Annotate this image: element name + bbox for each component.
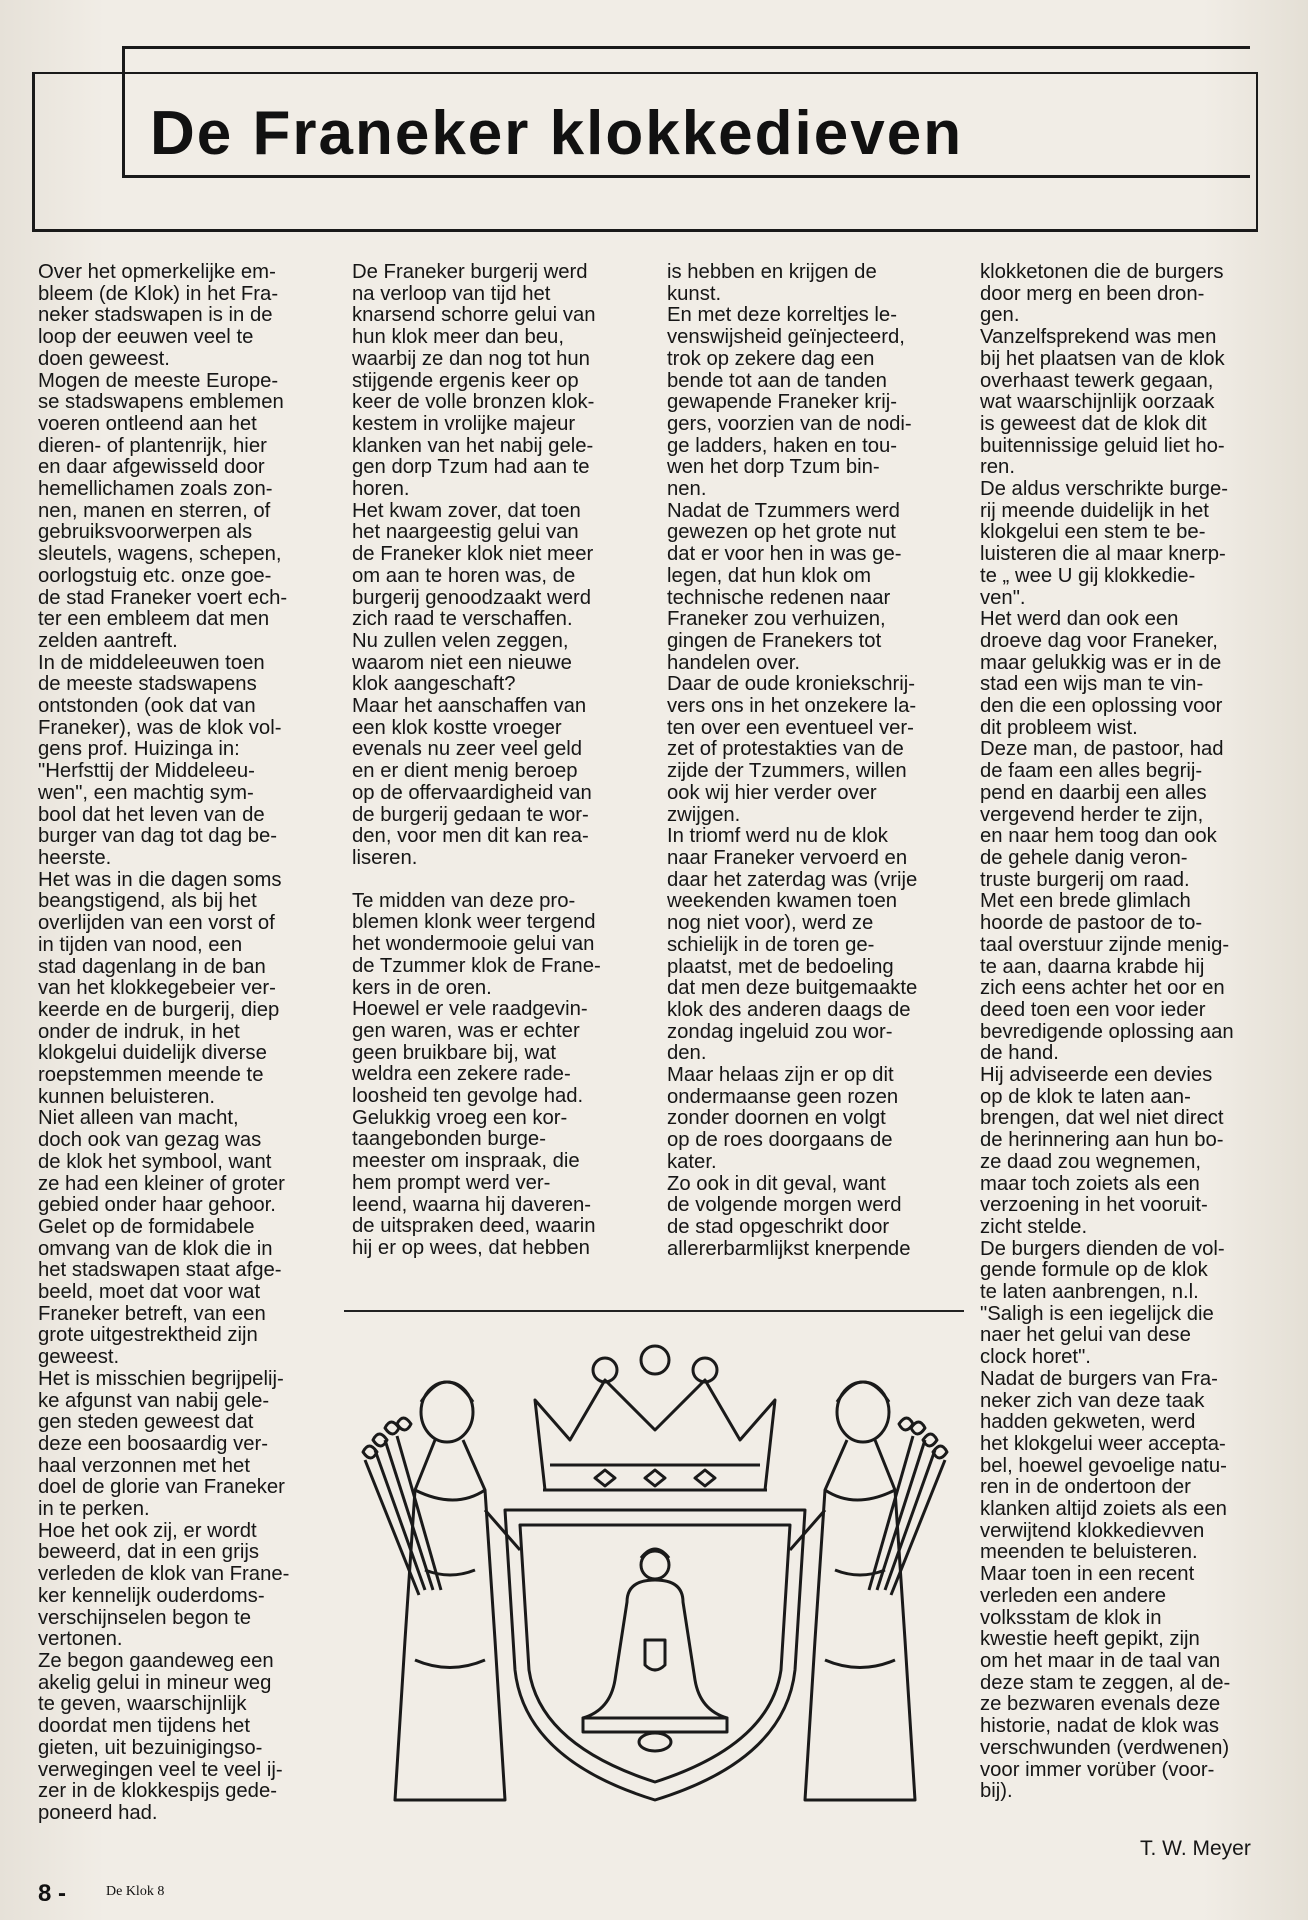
text-line: waarbij ze dan nog tot hun bbox=[352, 347, 590, 370]
text-line: taal overstuur zijnde menig- bbox=[980, 933, 1230, 956]
text-line: bel, hoewel gevoelige natu- bbox=[980, 1454, 1227, 1477]
text-line: kunst. bbox=[667, 282, 722, 305]
text-line: verzoening in het vooruit- bbox=[980, 1194, 1208, 1217]
text-line: is hebben en krijgen de bbox=[667, 261, 877, 283]
text-line: klokketonen die de burgers bbox=[980, 261, 1224, 283]
text-line: ze bezwaren evenals deze bbox=[980, 1693, 1221, 1716]
text-line: den, voor men dit kan rea- bbox=[352, 825, 589, 848]
text-line: weekenden kwamen toen bbox=[667, 890, 898, 913]
text-line: blemen klonk weer tergend bbox=[352, 911, 596, 934]
text-line: doen geweest. bbox=[38, 347, 170, 370]
text-line: bij het plaatsen van de klok bbox=[980, 347, 1225, 370]
text-line: se stadswapens emblemen bbox=[38, 391, 284, 414]
text-line: verwijtend klokkedievven bbox=[980, 1519, 1205, 1542]
text-line: zich raad te verschaffen. bbox=[352, 608, 573, 631]
text-line: deze stam te zeggen, al de- bbox=[980, 1671, 1231, 1694]
text-line: in te perken. bbox=[38, 1498, 150, 1521]
crown-icon bbox=[535, 1346, 775, 1490]
text-line: bende tot aan de tanden bbox=[667, 369, 887, 392]
text-line: legen, dat hun klok om bbox=[667, 564, 872, 587]
text-line: klokgelui een stem te be- bbox=[980, 521, 1206, 544]
text-line: kestem in vrolijke majeur bbox=[352, 412, 576, 435]
text-line: de Franeker klok niet meer bbox=[352, 543, 594, 566]
text-line: hun klok meer dan beu, bbox=[352, 326, 564, 349]
text-line: de volgende morgen werd bbox=[667, 1194, 902, 1217]
text-line: ze had een kleiner of groter bbox=[38, 1172, 285, 1195]
text-line: Maar toen in een recent bbox=[980, 1563, 1195, 1586]
text-line: om het maar in de taal van bbox=[980, 1650, 1221, 1672]
text-line: klanken van het nabij gele- bbox=[352, 434, 594, 457]
text-line: kers in de oren. bbox=[352, 976, 492, 999]
text-line: trok op zekere dag een bbox=[667, 347, 875, 370]
text-line: allererbarmlijkst knerpende bbox=[667, 1237, 911, 1260]
text-line: zijde der Tzummers, willen bbox=[667, 760, 907, 783]
text-line: Hij adviseerde een devies bbox=[980, 1064, 1213, 1087]
text-line: Ze begon gaandeweg een bbox=[38, 1650, 274, 1672]
page-number-value: 8 bbox=[38, 1880, 52, 1907]
text-line: poneerd had. bbox=[38, 1801, 158, 1824]
text-line: ten over een eventueel ver- bbox=[667, 716, 914, 739]
text-line: In triomf werd nu de klok bbox=[667, 825, 888, 848]
text-line: de burgerij gedaan te wor- bbox=[352, 803, 589, 826]
text-line: schielijk in de toren ge- bbox=[667, 933, 875, 956]
text-line: naar Franeker vervoerd en bbox=[667, 846, 908, 869]
text-line: keerde en de burgerij, diep bbox=[38, 998, 280, 1021]
text-line: Vanzelfsprekend was men bbox=[980, 326, 1217, 349]
text-line: "Herfsttij der Middeleeu- bbox=[38, 760, 255, 783]
text-line: ker kennelijk ouderdoms- bbox=[38, 1584, 265, 1607]
text-line: de gehele danig veron- bbox=[980, 846, 1188, 869]
text-line: hem prompt werd ver- bbox=[352, 1171, 551, 1194]
text-line: nog niet voor), werd ze bbox=[667, 912, 874, 935]
text-line: het naargeestig gelui van bbox=[352, 521, 579, 544]
text-line: zondag ingeluid zou wor- bbox=[667, 1020, 893, 1043]
text-line: doordat men tijdens het bbox=[38, 1715, 250, 1738]
text-line: Franeker betreft, van een bbox=[38, 1302, 266, 1325]
text-line: grote uitgestrektheid zijn bbox=[38, 1324, 258, 1347]
text-line: gieten, uit bezuinigingso- bbox=[38, 1736, 263, 1759]
text-line: Nadat de burgers van Fra- bbox=[980, 1367, 1218, 1390]
text-line: Het werd dan ook een bbox=[980, 608, 1179, 631]
text-line: dit probleem wist. bbox=[980, 716, 1138, 739]
wheat-left-icon bbox=[363, 1418, 441, 1595]
text-line: leend, waarna hij daveren- bbox=[352, 1193, 592, 1216]
text-line: Deze man, de pastoor, had bbox=[980, 738, 1224, 761]
text-line: heerste. bbox=[38, 846, 112, 869]
text-line: zwijgen. bbox=[667, 803, 741, 826]
coat-of-arms-icon bbox=[355, 1340, 955, 1810]
text-line: en daar afgewisseld door bbox=[38, 456, 265, 479]
text-line: dat er voor hen in was ge- bbox=[667, 543, 902, 566]
text-line: verschwunden (verdwenen) bbox=[980, 1736, 1230, 1759]
text-line: den. bbox=[667, 1042, 707, 1065]
text-line: venswijsheid geïnjecteerd, bbox=[667, 326, 905, 349]
text-line: klok des anderen daags de bbox=[667, 998, 911, 1021]
text-line: bool dat het leven van de bbox=[38, 803, 265, 826]
text-line: de faam een alles begrij- bbox=[980, 760, 1203, 783]
text-line: op de roes doorgaans de bbox=[667, 1129, 893, 1152]
text-line: te geven, waarschijnlijk bbox=[38, 1693, 247, 1716]
text-line: Te midden van deze pro- bbox=[352, 889, 576, 912]
text-line: gewezen op het grote nut bbox=[667, 521, 896, 544]
text-line: Het kwam zover, dat toen bbox=[352, 499, 581, 522]
page-number bbox=[38, 1880, 66, 1908]
text-line: nen. bbox=[667, 478, 707, 501]
text-line: gen waren, was er echter bbox=[352, 1019, 580, 1042]
text-line: volksstam de klok in bbox=[980, 1606, 1162, 1629]
text-line: hadden gekweten, werd bbox=[980, 1411, 1196, 1434]
text-line: burger van dag tot dag be- bbox=[38, 825, 278, 848]
text-line: ter een embleem dat men bbox=[38, 608, 270, 631]
text-column-2 bbox=[352, 262, 644, 1260]
text-line: Hoewel er vele raadgevin- bbox=[352, 998, 588, 1021]
text-line: bleem (de Klok) in het Fra- bbox=[38, 282, 279, 305]
text-line: maar toch zoiets als een bbox=[980, 1172, 1200, 1195]
text-line: meenden te beluisteren. bbox=[980, 1541, 1198, 1564]
text-line: zicht stelde. bbox=[980, 1215, 1088, 1238]
text-line: truste burgerij om raad. bbox=[980, 868, 1190, 891]
text-line: zelden aantreft. bbox=[38, 629, 178, 652]
bell-icon bbox=[583, 1549, 727, 1751]
text-line: in tijden van nood, een bbox=[38, 933, 243, 956]
text-line: Gelet op de formidabele bbox=[38, 1215, 255, 1238]
text-line: Daar de oude kroniekschrij- bbox=[667, 673, 915, 696]
text-line: gebied onder haar gehoor. bbox=[38, 1194, 276, 1217]
text-line: bij). bbox=[980, 1780, 1013, 1803]
text-line: dat men deze buitgemaakte bbox=[667, 977, 918, 1000]
text-line: brengen, dat wel niet direct bbox=[980, 1107, 1224, 1130]
text-line: ge ladders, haken en tou- bbox=[667, 434, 898, 457]
text-line: ondermaanse geen rozen bbox=[667, 1085, 899, 1108]
text-line: en naar hem toog dan ook bbox=[980, 825, 1217, 848]
text-line: knarsend schorre gelui van bbox=[352, 304, 596, 327]
text-line: klok aangeschaft? bbox=[352, 673, 516, 696]
text-line: waarom niet een nieuwe bbox=[352, 651, 572, 674]
text-line: zonder doornen en volgt bbox=[667, 1107, 886, 1130]
text-line: gende formule op de klok bbox=[980, 1259, 1208, 1282]
text-line: nen, manen en sterren, of bbox=[38, 499, 271, 522]
text-line: haal verzonnen met het bbox=[38, 1454, 250, 1477]
text-line: Het was in die dagen soms bbox=[38, 868, 282, 891]
text-line: loosheid ten gevolge had. bbox=[352, 1085, 584, 1108]
text-line: Mogen de meeste Europe- bbox=[38, 369, 279, 392]
text-line: Gelukkig vroeg een kor- bbox=[352, 1106, 568, 1129]
text-line: taangebonden burge- bbox=[352, 1128, 546, 1151]
text-line: kater. bbox=[667, 1150, 717, 1173]
text-line: In de middeleeuwen toen bbox=[38, 651, 265, 674]
text-line: "Saligh is een iegelijck die bbox=[980, 1302, 1214, 1325]
text-line: loop der eeuwen veel te bbox=[38, 326, 254, 349]
author-name: T. W. Meyer bbox=[1140, 1837, 1251, 1860]
text-line: buitennissige geluid liet ho- bbox=[980, 434, 1225, 457]
text-line: deed toen een voor ieder bbox=[980, 998, 1206, 1021]
text-line: de meeste stadswapens bbox=[38, 673, 257, 696]
text-line: en er dient menig beroep bbox=[352, 760, 578, 783]
text-line: de uitspraken deed, waarin bbox=[352, 1215, 596, 1238]
magazine-name: De Klok 8 bbox=[106, 1884, 165, 1899]
text-line: onder de indruk, in het bbox=[38, 1020, 240, 1043]
text-line: Niet alleen van macht, bbox=[38, 1107, 239, 1130]
text-line: gebruiksvoorwerpen als bbox=[38, 521, 253, 544]
text-line: vertonen. bbox=[38, 1628, 123, 1651]
text-line: Over het opmerkelijke em- bbox=[38, 261, 276, 283]
text-line: historie, nadat de klok was bbox=[980, 1715, 1219, 1738]
page-number-separator: - bbox=[58, 1880, 67, 1907]
text-line: maar gelukkig was er in de bbox=[980, 651, 1222, 674]
text-line: hoorde de pastoor de to- bbox=[980, 912, 1203, 935]
text-line: neker stadswapen is in de bbox=[38, 304, 273, 327]
text-line: plaatst, met de bedoeling bbox=[667, 955, 894, 978]
text-line: sleutels, wagens, schepen, bbox=[38, 543, 282, 566]
text-line: wen het dorp Tzum bin- bbox=[667, 456, 880, 479]
text-line: op de offervaardigheid van bbox=[352, 781, 592, 804]
text-line: Nadat de Tzummers werd bbox=[667, 499, 900, 522]
text-line: zer in de klokkespijs gede- bbox=[38, 1780, 277, 1803]
text-line: gen steden geweest dat bbox=[38, 1411, 254, 1434]
text-line: wat waarschijnlijk oorzaak bbox=[980, 391, 1215, 414]
text-line: naer het gelui van dese bbox=[980, 1324, 1191, 1347]
shield-icon bbox=[505, 1510, 805, 1800]
text-line: vers ons in het onzekere la- bbox=[667, 695, 917, 718]
text-line: beeld, moet dat voor wat bbox=[38, 1281, 261, 1304]
illustration-divider bbox=[344, 1310, 964, 1312]
text-line: Maar het aanschaffen van bbox=[352, 695, 587, 718]
text-line: stijgende ergenis keer op bbox=[352, 369, 579, 392]
text-line: zich eens achter het oor en bbox=[980, 977, 1225, 1000]
article-title: De Franeker klokkedieven bbox=[150, 99, 964, 168]
text-line: beangstigend, als bij het bbox=[38, 890, 257, 913]
text-line: op de klok te laten aan- bbox=[980, 1085, 1191, 1108]
text-line: Hoe het ook zij, er wordt bbox=[38, 1519, 257, 1542]
text-line: Met een brede glimlach bbox=[980, 890, 1191, 913]
text-line: stad een wijs man te vin- bbox=[980, 673, 1204, 696]
text-line: om aan te horen was, de bbox=[352, 564, 576, 587]
text-line: ke afgunst van nabij gele- bbox=[38, 1389, 270, 1412]
text-line: hemellichamen zoals zon- bbox=[38, 478, 273, 501]
text-line: gingen de Franekers tot bbox=[667, 629, 882, 652]
text-line: ze daad zou wegnemen, bbox=[980, 1150, 1201, 1173]
text-line: geweest. bbox=[38, 1346, 120, 1369]
text-line: de klok het symbool, want bbox=[38, 1150, 272, 1173]
text-line: clock horet". bbox=[980, 1346, 1091, 1369]
text-line: ren. bbox=[980, 456, 1015, 479]
text-column-4 bbox=[980, 262, 1280, 1803]
text-line: voeren ontleend aan het bbox=[38, 412, 257, 435]
text-line: verleden een andere bbox=[980, 1584, 1167, 1607]
text-line: De aldus verschrikte burge- bbox=[980, 478, 1228, 501]
text-line: pend en daarbij een alles bbox=[980, 781, 1207, 804]
text-line: voor immer vorüber (voor- bbox=[980, 1758, 1215, 1781]
text-line: Nu zullen velen zeggen, bbox=[352, 629, 569, 652]
text-line: luisteren die al maar knerp- bbox=[980, 543, 1226, 566]
text-line: te laten aanbrengen, n.l. bbox=[980, 1281, 1199, 1304]
text-line: deze een boosaardig ver- bbox=[38, 1432, 269, 1455]
text-line: keer de volle bronzen klok- bbox=[352, 391, 595, 414]
text-line: hij er op wees, dat hebben bbox=[352, 1236, 590, 1259]
text-line: overhaast tewerk gegaan, bbox=[980, 369, 1214, 392]
text-line: liseren. bbox=[352, 846, 418, 869]
text-line: evenals nu zeer veel geld bbox=[352, 738, 583, 761]
text-line: verwegingen veel te veel ij- bbox=[38, 1758, 283, 1781]
text-line: te aan, daarna krabde hij bbox=[980, 955, 1205, 978]
text-line: En met deze korreltjes le- bbox=[667, 304, 897, 327]
text-line: gewapende Franeker krij- bbox=[667, 391, 897, 414]
text-column-3 bbox=[667, 262, 967, 1260]
text-line: dieren- of plantenrijk, hier bbox=[38, 434, 267, 457]
text-line: ontstonden (ook dat van bbox=[38, 695, 256, 718]
text-line: burgerij genoodzaakt werd bbox=[352, 586, 592, 609]
text-line: gers, voorzien van de nodi- bbox=[667, 412, 912, 435]
text-line: de hand. bbox=[980, 1042, 1059, 1065]
text-line: vergevend herder te zijn, bbox=[980, 803, 1204, 826]
text-line: verleden de klok van Frane- bbox=[38, 1563, 290, 1586]
text-line: de stad Franeker voert ech- bbox=[38, 586, 288, 609]
text-line: handelen over. bbox=[667, 651, 801, 674]
text-line: verschijnselen begon te bbox=[38, 1606, 252, 1629]
text-line: droeve dag voor Franeker, bbox=[980, 629, 1218, 652]
text-line: na verloop van tijd het bbox=[352, 282, 551, 305]
text-line: akelig gelui in mineur weg bbox=[38, 1671, 272, 1694]
text-line: klanken altijd zoiets als een bbox=[980, 1498, 1227, 1521]
text-line: beweerd, dat in een grijs bbox=[38, 1541, 259, 1564]
wheat-right-icon bbox=[869, 1418, 947, 1595]
text-line: geen bruikbare bij, wat bbox=[352, 1041, 557, 1064]
text-line: bevredigende oplossing aan bbox=[980, 1020, 1234, 1043]
text-line: gens prof. Huizinga in: bbox=[38, 738, 240, 761]
text-line: oorlogstuig etc. onze goe- bbox=[38, 564, 272, 587]
text-line: zet of protestakties van de bbox=[667, 738, 904, 761]
text-line: Maar helaas zijn er op dit bbox=[667, 1064, 894, 1087]
maiden-left-icon bbox=[395, 1382, 520, 1800]
text-line: van het klokkegebeier ver- bbox=[38, 977, 276, 1000]
text-line: ook wij hier verder over bbox=[667, 781, 877, 804]
text-line: ven". bbox=[980, 586, 1026, 609]
text-line: doel de glorie van Franeker bbox=[38, 1476, 285, 1499]
text-line: gen dorp Tzum had aan te bbox=[352, 456, 590, 479]
text-line: weldra een zekere rade- bbox=[352, 1063, 571, 1086]
text-line: De Franeker burgerij werd bbox=[352, 261, 588, 283]
text-line: overlijden van een vorst of bbox=[38, 912, 275, 935]
text-line: De burgers dienden de vol- bbox=[980, 1237, 1225, 1260]
text-line: Zo ook in dit geval, want bbox=[667, 1172, 886, 1195]
maiden-right-icon bbox=[790, 1382, 915, 1800]
text-line: het stadswapen staat afge- bbox=[38, 1259, 282, 1282]
text-line: daar het zaterdag was (vrije bbox=[667, 868, 918, 891]
text-line: Franeker zou verhuizen, bbox=[667, 608, 886, 631]
text-line: klokgelui duidelijk diverse bbox=[38, 1042, 267, 1065]
text-line: meester om inspraak, die bbox=[352, 1150, 580, 1173]
text-line: den die een oplossing voor bbox=[980, 695, 1223, 718]
text-line: wen", een machtig sym- bbox=[38, 781, 254, 804]
text-line: de stad opgeschrikt door bbox=[667, 1215, 890, 1238]
text-line: een klok kostte vroeger bbox=[352, 716, 562, 739]
text-line: neker zich van deze taak bbox=[980, 1389, 1205, 1412]
text-line: door merg en been dron- bbox=[980, 282, 1205, 305]
text-line: omvang van de klok die in bbox=[38, 1237, 273, 1260]
text-column-1 bbox=[38, 262, 338, 1825]
text-line: het klokgelui weer accepta- bbox=[980, 1432, 1226, 1455]
text-line: het wondermooie gelui van bbox=[352, 933, 595, 956]
text-line: kunnen beluisteren. bbox=[38, 1085, 216, 1108]
text-line: de Tzummer klok de Frane- bbox=[352, 954, 601, 977]
text-line: horen. bbox=[352, 478, 410, 501]
text-line: rij meende duidelijk in het bbox=[980, 499, 1209, 522]
text-line: de herinnering aan hun bo- bbox=[980, 1129, 1224, 1152]
text-line: te „ wee U gij klokkedie- bbox=[980, 564, 1196, 587]
text-line: technische redenen naar bbox=[667, 586, 891, 609]
text-line: stad dagenlang in de ban bbox=[38, 955, 266, 978]
text-line: doch ook van gezag was bbox=[38, 1129, 262, 1152]
text-line: roepstemmen meende te bbox=[38, 1064, 264, 1087]
text-line: Het is misschien begrijpelij- bbox=[38, 1367, 284, 1390]
text-line: Franeker), was de klok vol- bbox=[38, 716, 282, 739]
text-line: ren in de ondertoon der bbox=[980, 1476, 1191, 1499]
text-line: gen. bbox=[980, 304, 1020, 327]
text-line: kwestie heeft gepikt, zijn bbox=[980, 1628, 1200, 1651]
text-line: is geweest dat de klok dit bbox=[980, 412, 1207, 435]
